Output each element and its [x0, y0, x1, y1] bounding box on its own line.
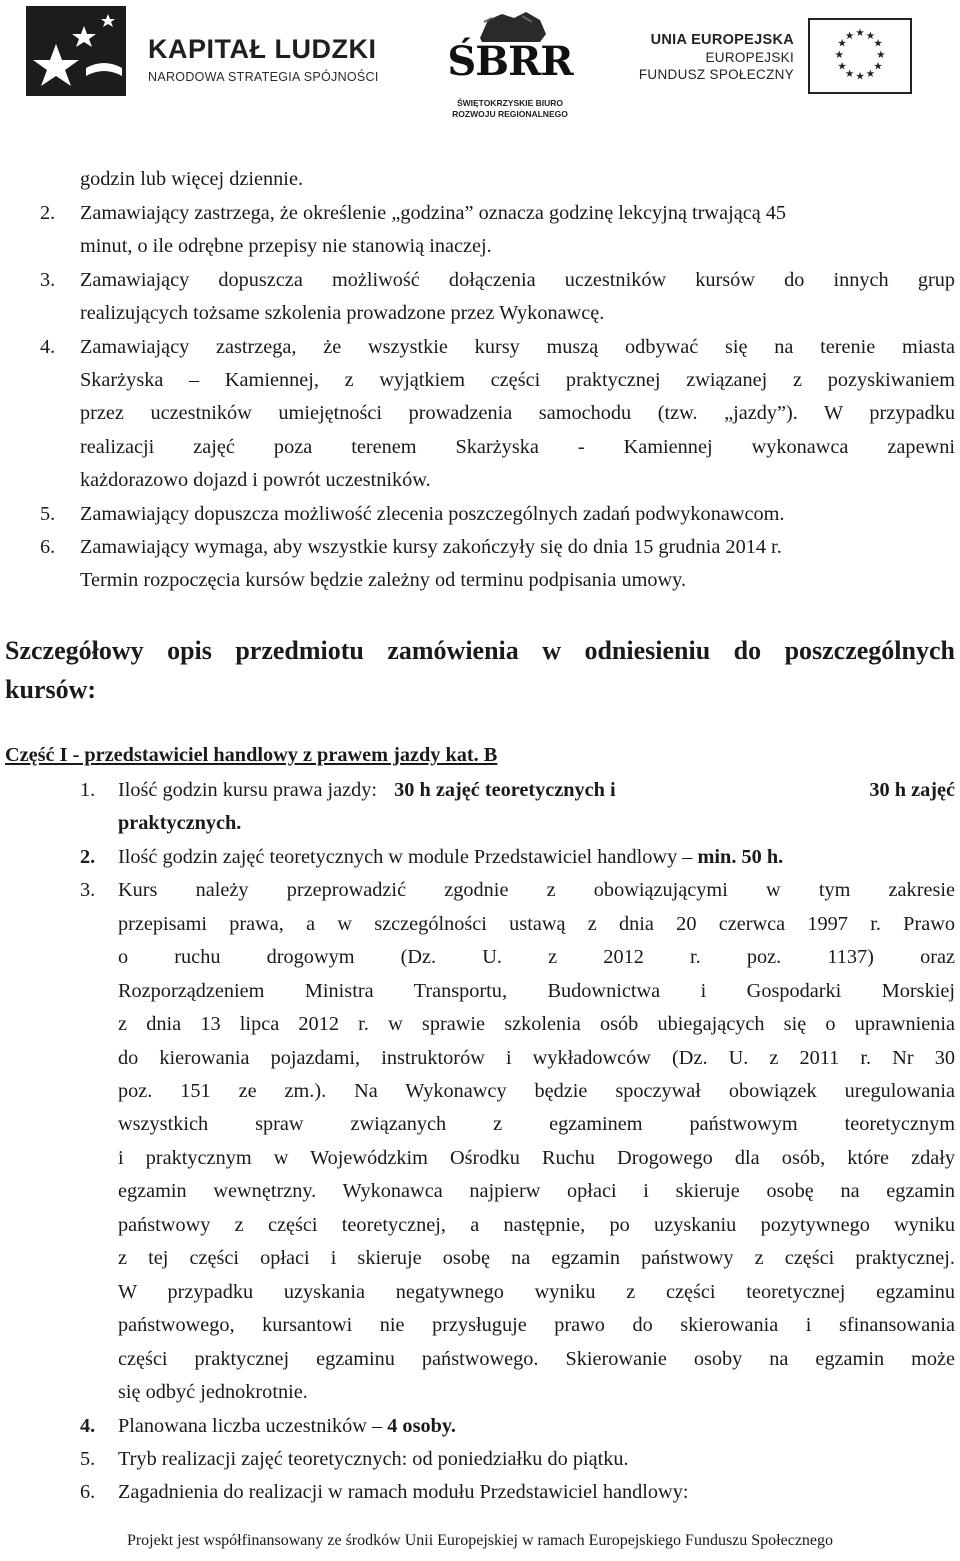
intro-item-2-line2: minut, o ile odrębne przepisy nie stanowią inaczej.: [80, 235, 492, 257]
section-heading-line2: kursów:: [5, 675, 97, 704]
svg-text:★: ★: [873, 38, 883, 50]
part-item-5-line1: Tryb realizacji zajęć teoretycznych: od poniedziałku do piątku.: [118, 1448, 629, 1470]
svg-text:★: ★: [855, 71, 865, 83]
svg-text:★: ★: [844, 30, 855, 42]
eu-logo-text: [639, 32, 794, 83]
page-footer: Projekt jest współfinansowany ze środków Unii Europejskiej w ramach Europejskiego Funduszu Społecznego: [126, 1532, 834, 1549]
svg-text:★: ★: [865, 68, 876, 80]
part-item-3-line16: się odbyć jednokrotnie.: [118, 1381, 308, 1403]
intro-item-4-number: 4.: [40, 336, 56, 358]
part-item-2-plain: Ilość godzin zajęć teoretycznych w module Przedstawiciel handlowy –: [118, 846, 693, 868]
part-item-3-number: 3.: [80, 879, 96, 901]
intro-item-4-line2: Skarżyska – Kamiennej, z wyjątkiem części praktycznej związanej z pozyskiwaniem: [80, 369, 955, 391]
part-item-3-line13: W przypadku uzyskania negatywnego wyniku z części teoretycznej egzaminu: [118, 1281, 955, 1303]
svg-text:★: ★: [855, 28, 865, 40]
part-item-6-line1: Zagadnienia do realizacji w ramach modułu Przedstawiciel handlowy:: [118, 1481, 689, 1503]
svg-text:★: ★: [837, 61, 847, 73]
part-item-1-line1: [118, 774, 955, 808]
intro-item-4-line4: realizacji zajęć poza terenem Skarżyska - Kamiennej wykonawca zapewni: [80, 436, 955, 458]
eu-line2: EUROPEJSKI: [705, 50, 794, 65]
svg-text:★: ★: [834, 49, 844, 61]
part-item-1-number: 1.: [80, 779, 96, 801]
part-item-4-bold: 4 osoby.: [387, 1415, 456, 1437]
part-item-3-line1: Kurs należy przeprowadzić zgodnie z obowiązującymi w tym zakresie: [118, 879, 955, 901]
kapital-ludzki-title: KAPITAŁ LUDZKI: [148, 34, 377, 64]
intro-item-3-line2: realizujących tożsame szkolenia prowadzone przez Wykonawcę.: [80, 302, 605, 324]
part-item-3-line2: przepisami prawa, a w szczególności ustawą z dnia 20 czerwca 1997 r. Prawo: [118, 913, 955, 935]
part-item-3-line3: o ruchu drogowym (Dz. U. z 2012 r. poz. 1137) oraz: [118, 946, 955, 968]
part-item-3-line15: części praktycznej egzaminu państwowego. Skierowanie osoby na egzamin może: [118, 1348, 955, 1370]
part-item-2-line1: [118, 841, 783, 875]
part-item-1-line2: praktycznych.: [118, 812, 242, 834]
part-item-3-line9: i praktycznym w Wojewódzkim Ośrodku Ruchu Drogowego dla osób, które zdały: [118, 1147, 955, 1169]
intro-item-6-line1: Zamawiający wymaga, aby wszystkie kursy zakończyły się do dnia 15 grudnia 2014 r.: [80, 536, 782, 558]
sbrr-subtitle-line1: ŚWIĘTOKRZYSKIE BIURO: [456, 98, 564, 108]
part-item-3-line5: z dnia 13 lipca 2012 r. w sprawie szkolenia osób ubiegających się o uprawnienia: [118, 1013, 955, 1035]
part-item-4-plain: Planowana liczba uczestników –: [118, 1415, 383, 1437]
part-item-4-line1: [118, 1410, 456, 1444]
intro-continuation-line: godzin lub więcej dziennie.: [80, 168, 304, 190]
intro-item-4-line1: Zamawiający zastrzega, że wszystkie kursy muszą odbywać się na terenie miasta: [80, 336, 955, 358]
svg-text:★: ★: [876, 49, 886, 61]
kapital-ludzki-subtitle: NARODOWA STRATEGIA SPÓJNOŚCI: [148, 70, 379, 84]
eu-line1: UNIA EUROPEJSKA: [650, 32, 794, 48]
part-item-1-bold-theory: 30 h zajęć teoretycznych i: [394, 779, 616, 801]
intro-item-6-line2: Termin rozpoczęcia kursów będzie zależny od terminu podpisania umowy.: [80, 569, 687, 591]
kapital-ludzki-logo: [26, 6, 379, 96]
part-item-6-number: 6.: [80, 1481, 96, 1503]
kapital-ludzki-star-icon: [26, 6, 126, 96]
intro-item-5-number: 5.: [40, 503, 56, 525]
part-item-3-line7: poz. 151 ze zm.). Na Wykonawcy będzie spoczywał obowiązek uregulowania: [118, 1080, 955, 1102]
eu-logo: [638, 18, 912, 98]
part-one-title: Część I - przedstawiciel handlowy z prawem jazdy kat. B: [5, 744, 498, 766]
part-item-3-line6: do kierowania pojazdami, instruktorów i wykładowców (Dz. U. z 2011 r. Nr 30: [118, 1047, 955, 1069]
sbrr-logo: [440, 8, 580, 119]
intro-item-3-number: 3.: [40, 269, 56, 291]
part-item-2-bold: min. 50 h.: [697, 846, 784, 868]
intro-item-6-number: 6.: [40, 536, 56, 558]
svg-text:★: ★: [844, 68, 855, 80]
intro-item-2-number: 2.: [40, 202, 56, 224]
svg-text:★: ★: [865, 30, 876, 42]
page-header: [0, 0, 960, 120]
intro-item-4-line5: każdorazowo dojazd i powrót uczestników.: [80, 469, 431, 491]
part-item-1-plain: Ilość godzin kursu prawa jazdy:: [118, 779, 378, 801]
eu-line3: FUNDUSZ SPOŁECZNY: [638, 67, 794, 82]
part-item-3-line8: wszystkich spraw związanych z egzaminem państwowym teoretycznym: [118, 1113, 955, 1135]
sbrr-wordmark: ŚBRR: [447, 38, 573, 85]
intro-item-2-line1: Zamawiający zastrzega, że określenie „godzina” oznacza godzinę lekcyjną trwającą 45: [80, 202, 787, 224]
intro-item-5-line1: Zamawiający dopuszcza możliwość zlecenia poszczególnych zadań podwykonawcom.: [80, 503, 785, 525]
part-item-3-line14: państwowego, kursantowi nie przysługuje prawo do skierowania i sfinansowania: [118, 1314, 955, 1336]
part-item-4-number: 4.: [80, 1415, 96, 1437]
section-heading-line1: Szczegółowy opis przedmiotu zamówienia w odniesieniu do poszczególnych: [5, 636, 955, 665]
sbrr-subtitle-line2: ROZWOJU REGIONALNEGO: [452, 109, 568, 119]
part-item-2-number: 2.: [80, 846, 96, 868]
eu-flag-icon: [808, 18, 912, 94]
part-item-3-line12: z tej części opłaci i skieruje osobę na egzamin państwowy z części praktycznej.: [118, 1247, 955, 1269]
part-item-3-line11: państwowy z części teoretycznej, a następnie, po uzyskaniu pozytywnego wyniku: [118, 1214, 955, 1236]
svg-text:★: ★: [837, 38, 847, 50]
intro-item-4-line3: przez uczestników umiejętności prowadzenia samochodu (tzw. „jazdy”). W przypadku: [80, 402, 955, 424]
part-item-3-line4: Rozporządzeniem Ministra Transportu, Budownictwa i Gospodarki Morskiej: [118, 980, 955, 1002]
svg-text:★: ★: [873, 61, 883, 73]
part-item-1-bold-practice: 30 h zajęć: [869, 779, 955, 801]
part-item-5-number: 5.: [80, 1448, 96, 1470]
intro-item-3-line1: Zamawiający dopuszcza możliwość dołączenia uczestników kursów do innych grup: [80, 269, 955, 291]
part-item-3-line10: egzamin wewnętrzny. Wykonawca najpierw opłaci i skieruje osobę na egzamin: [118, 1180, 955, 1202]
